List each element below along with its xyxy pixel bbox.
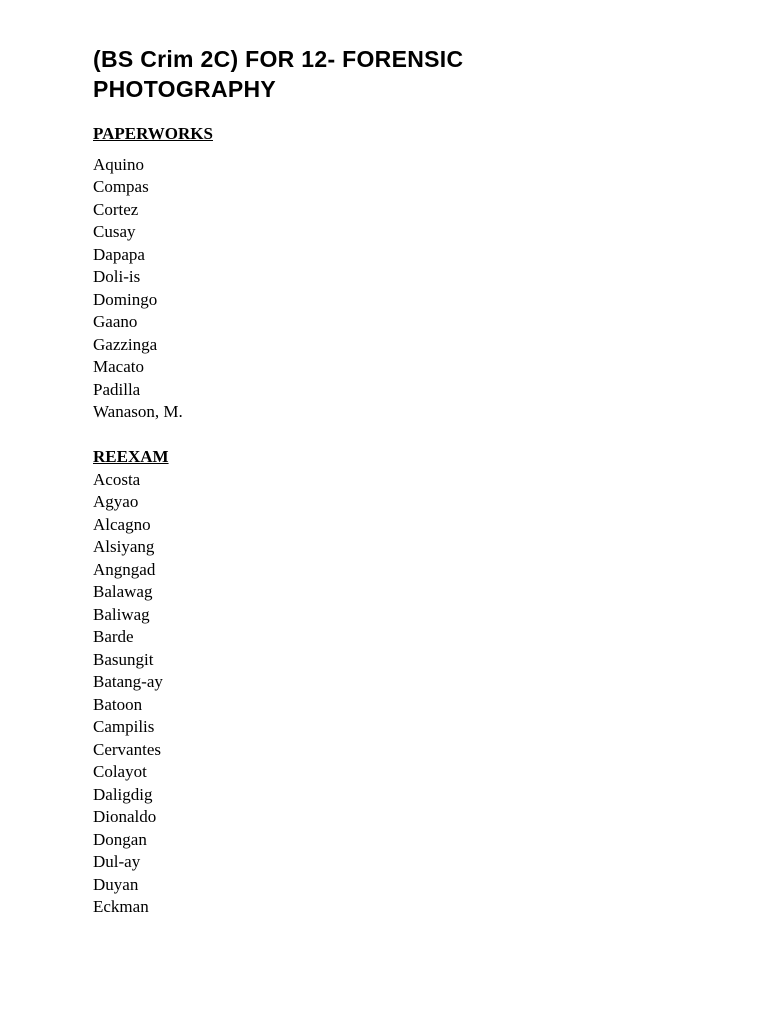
list-item: Domingo — [93, 289, 158, 309]
list-item: Batoon — [93, 694, 143, 714]
list-item: Aquino — [93, 154, 144, 174]
paperworks-name-list — [93, 154, 213, 424]
list-item: Cortez — [93, 199, 139, 219]
list-item: Duyan — [93, 874, 139, 894]
list-item: Wanason, M. — [93, 402, 183, 421]
list-item: Dongan — [93, 829, 147, 849]
list-item: Alcagno — [93, 514, 151, 534]
list-item: Dul-ay — [93, 852, 141, 871]
list-item: Macato — [93, 357, 144, 376]
list-item: Eckman — [93, 897, 149, 916]
paperworks-heading: PAPERWORKS — [93, 124, 213, 143]
list-item: Dapapa — [93, 244, 145, 264]
list-item: Gaano — [93, 312, 138, 331]
list-item: Basungit — [93, 649, 154, 669]
document-title — [93, 44, 693, 104]
list-item: Acosta — [93, 469, 141, 489]
list-item: Colayot — [93, 762, 147, 781]
reexam-heading: REEXAM — [93, 447, 169, 466]
list-item: Gazzinga — [93, 334, 158, 354]
document-title-line-1: (BS Crim 2C) FOR 12- FORENSIC — [93, 46, 464, 72]
list-item: Campilis — [93, 717, 155, 736]
list-item: Padilla — [93, 379, 141, 399]
reexam-section — [93, 446, 169, 919]
list-item: Agyao — [93, 492, 139, 511]
document-title-line-2: PHOTOGRAPHY — [93, 76, 277, 102]
list-item: Alsiyang — [93, 537, 155, 556]
list-item: Doli-is — [93, 267, 141, 286]
list-item: Compas — [93, 177, 149, 196]
list-item: Dionaldo — [93, 807, 157, 826]
list-item: Barde — [93, 627, 134, 646]
list-item: Balawag — [93, 582, 153, 601]
paperworks-section — [93, 123, 213, 424]
list-item: Cervantes — [93, 739, 161, 759]
reexam-name-list — [93, 469, 169, 919]
list-item: Batang-ay — [93, 672, 163, 691]
list-item: Daligdig — [93, 784, 153, 804]
list-item: Baliwag — [93, 604, 150, 624]
list-item: Angngad — [93, 559, 156, 579]
list-item: Cusay — [93, 222, 136, 241]
